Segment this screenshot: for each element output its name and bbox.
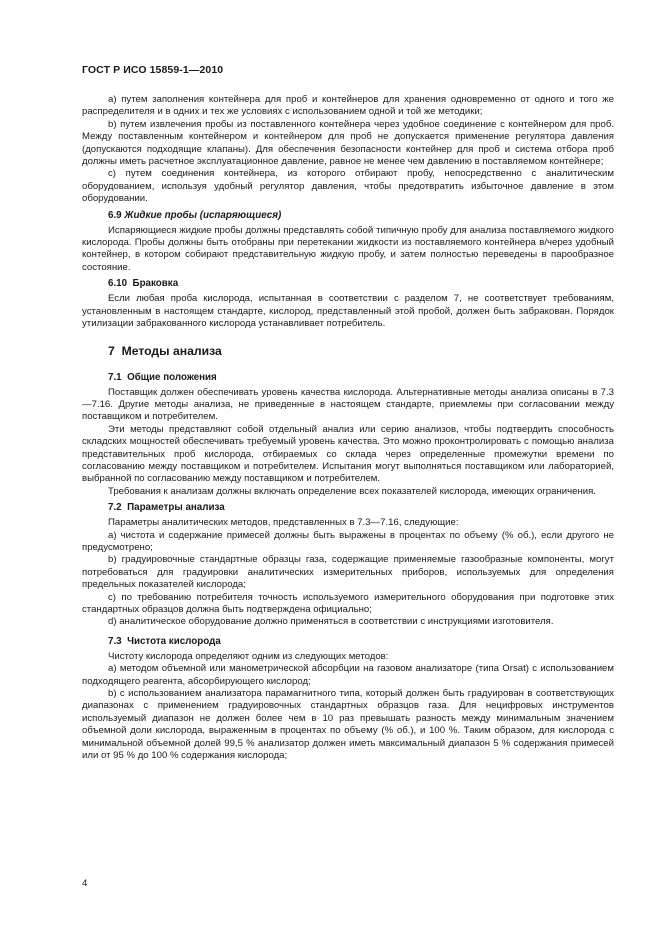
section-title: Чистота кислорода [127, 635, 221, 647]
section-6-10-text: Если любая проба кислорода, испытанная в соответствии с разделом 7, не соответствует требованиям, установленным в настоящем стандарте, кислород, представленный этой пробой, должен быть забракован. Порядок утилизации забракованного кислорода устанавливает потребитель. [82, 293, 614, 330]
section-number: 6.9 [108, 209, 122, 221]
section-7-1-p2: Эти методы представляют собой отдельный анализ или серию анализов, чтобы подтвердить способность складских мощностей обеспечивать требуемый уровень качества. Это можно проконтролировать с помощью анализа представительных проб кислорода, отбираемых со склада через определенные промежутки времени по согласованию между поставщиком и потребителем. Испытания могут выполняться поставщиком или лабораторией, выбранной по согласованию между поставщиком и потребителем. [82, 423, 614, 485]
section-6-9-text: Испаряющиеся жидкие пробы должны представлять собой типичную пробу для анализа поставляемого жидкого кислорода. Пробы должны быть отобраны при перетекании жидкости из поставляемого контейнера в/через удобный контейнер, в котором собирают представительную жидкую пробу, и затем полностью переведены в парообразное состояние. [82, 224, 614, 273]
list-item-b: b) градуировочные стандартные образцы газа, содержащие применяемые газообразные компоненты, могут потребоваться для градуировки аналитических измерительных приборов, используемых для определения предельных показателей кислорода; [82, 554, 614, 591]
section-title: Жидкие пробы (испаряющиеся) [124, 209, 282, 221]
section-7-heading [82, 343, 614, 359]
list-item-b: b) путем извлечения пробы из поставленного контейнера через удобное соединение с контейнером для проб. Между поставленным контейнером и контейнером для проб не допускается применение регулятора давления (допускаются подходящие клапаны). Для обеспечения безопасности контейнер для проб и система отбора проб должны иметь расчетное эксплуатационное давление, равное не менее чем давлению в поставляемом контейнере; [82, 118, 614, 168]
document-header: ГОСТ Р ИСО 15859-1—2010 [82, 64, 224, 76]
section-title: Общие положения [127, 371, 217, 383]
list-item-a: а) чистота и содержание примесей должны быть выражены в процентах по объему (% об.), если другого не предусмотрено; [82, 529, 614, 553]
list-item-c: c) по требованию потребителя точность используемого измерительного оборудования при подготовке этих стандартных образцов должна быть подтверждена официально; [82, 591, 614, 615]
section-number: 7.1 [108, 371, 122, 383]
section-title: Методы анализа [121, 343, 222, 358]
section-7-3-intro: Чистоту кислорода определяют одним из следующих методов: [108, 650, 389, 662]
section-7-1-p1: Поставщик должен обеспечивать уровень качества кислорода. Альтернативные методы анализа описаны в 7.3—7.16. Другие методы анализа, не приведенные в настоящем стандарте, приемлемы при согласовании между поставщиком и потребителем. [82, 386, 614, 423]
section-number: 7 [108, 343, 115, 358]
section-7-2-heading [82, 501, 614, 514]
section-6-10-heading [82, 277, 614, 290]
section-7-1-heading [82, 371, 614, 384]
section-title: Параметры анализа [127, 502, 225, 514]
section-number: 6.10 [108, 278, 128, 290]
list-item-a: а) методом объемной или манометрической абсорбции на газовом анализаторе (типа Orsat) с использованием подходящего реагента, абсорбирующего кислород; [82, 663, 614, 687]
page-number: 4 [82, 878, 88, 889]
list-item-c: c) путем соединения контейнера, из которого отбирают пробу, непосредственно с аналитическим оборудованием, используя удобный регулятор давления, чтобы предотвратить избыточное давление в этом оборудовании. [82, 168, 614, 205]
section-6-9-heading [82, 209, 614, 222]
section-7-2-intro: Параметры аналитических методов, представленных в 7.3—7.16, следующие: [108, 517, 459, 529]
page-content [82, 94, 614, 762]
section-number: 7.2 [108, 502, 122, 514]
section-7-3-heading [82, 635, 614, 648]
list-item-d: d) аналитическое оборудование должно применяться в соответствии с инструкциями изготовителя. [108, 616, 554, 628]
list-item-a: а) путем заполнения контейнера для проб и контейнеров для хранения одновременно от одного и того же распределителя и в одних и тех же условиях с использованием одной и той же методики; [82, 94, 614, 118]
section-number: 7.3 [108, 635, 122, 647]
section-7-1-p3: Требования к анализам должны включать определение всех показателей кислорода, имеющих ограничения. [108, 485, 596, 497]
section-title: Браковка [132, 278, 179, 290]
list-item-b: b) с использованием анализатора парамагнитного типа, который должен быть градуирован в соответствующих диапазонах с применением градуировочных стандартных образцов газа. Для нецифровых инструментов используемый диапазон не должен более чем в 10 раз превышать разность между минимальным значением объемной доли кислорода, выраженным в процентах по объему (% об.), и 100 %. Таким образом, для кислорода с минимальной объемной долей 99,5 % анализатор должен иметь максимальный диапазон 5 % содержания примесей или от 95 % до 100 % содержания кислорода; [82, 688, 614, 762]
